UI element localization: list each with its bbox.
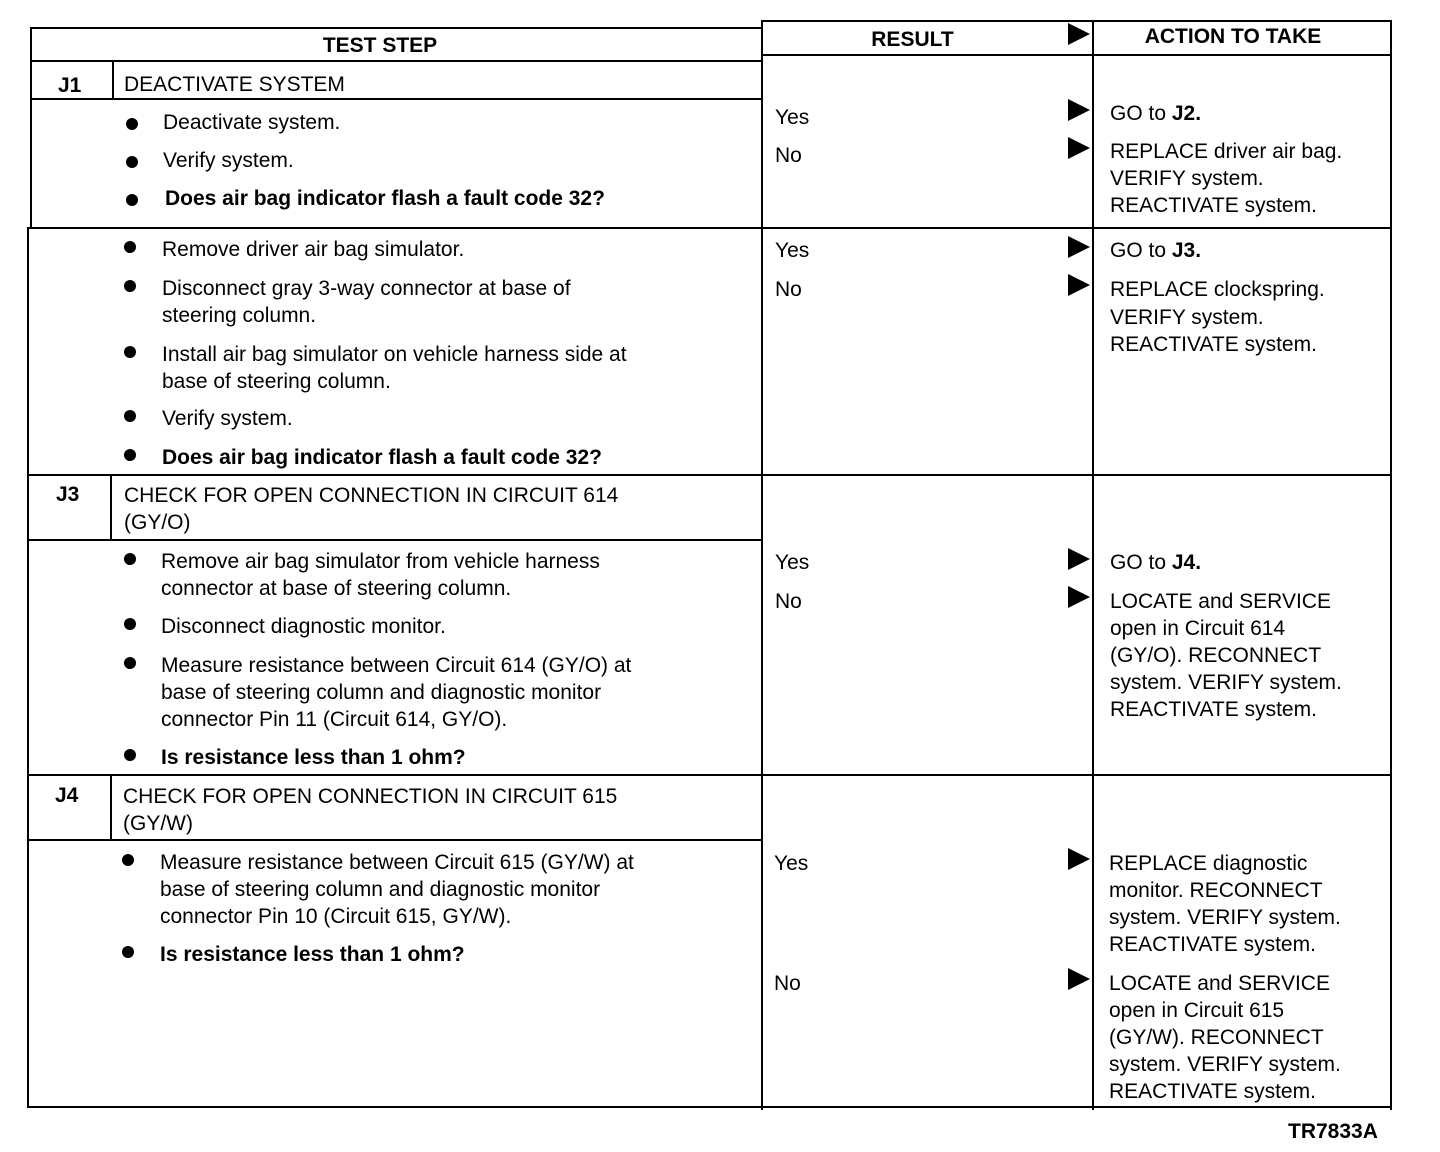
- j4-id-divider: [110, 774, 112, 840]
- action-text: GO to J4.: [1110, 551, 1202, 574]
- header-arrow-icon: [1068, 23, 1090, 45]
- step-title-j4: CHECK FOR OPEN CONNECTION IN CIRCUIT 615 (GY/W): [123, 785, 618, 835]
- action-text: LOCATE and SERVICE open in Circuit 614 (GY/O). RECONNECT system. VERIFY system. REACTIVATE system.: [1110, 590, 1342, 721]
- step-question: Is resistance less than 1 ohm?: [161, 746, 466, 769]
- j3-title-rule: [27, 539, 762, 541]
- result-answer: Yes: [775, 239, 810, 262]
- header-test-step: TEST STEP: [322, 34, 438, 57]
- bullet-icon: [122, 946, 134, 958]
- step-question: Is resistance less than 1 ohm?: [160, 943, 465, 966]
- step-bullet: Disconnect gray 3-way connector at base of steering column.: [162, 277, 571, 327]
- j1-title-rule: [30, 98, 762, 100]
- step-bullet: Verify system.: [163, 149, 294, 172]
- header-rule-left: [30, 60, 762, 62]
- step-title-j3: CHECK FOR OPEN CONNECTION IN CIRCUIT 614 (GY/O): [124, 484, 619, 534]
- step-bullet: Install air bag simulator on vehicle harness side at base of steering column.: [162, 343, 627, 393]
- arrow-right-icon: [1068, 99, 1090, 121]
- header-action: ACTION TO TAKE: [1144, 25, 1322, 48]
- step-question: Does air bag indicator flash a fault code 32?: [165, 187, 605, 210]
- table-border-top: [30, 27, 762, 29]
- arrow-right-icon: [1068, 968, 1090, 990]
- arrow-right-icon: [1068, 848, 1090, 870]
- result-answer: Yes: [775, 106, 810, 129]
- bullet-icon: [124, 280, 136, 292]
- column-divider-action: [1092, 20, 1094, 1110]
- step-id-j4: J4: [55, 784, 79, 807]
- result-answer: Yes: [775, 551, 810, 574]
- action-text: LOCATE and SERVICE open in Circuit 615 (GY/W). RECONNECT system. VERIFY system. REACTIVATE system.: [1109, 972, 1341, 1103]
- figure-code: TR7833A: [1288, 1120, 1378, 1143]
- table-border-left-lower: [27, 227, 29, 1107]
- bullet-icon: [126, 156, 138, 168]
- result-answer: No: [775, 278, 802, 301]
- step-bullet: Measure resistance between Circuit 615 (GY/W) at base of steering column and diagnostic monitor connector Pin 10 (Circuit 615, GY/W).: [160, 851, 634, 928]
- step-bullet: Disconnect diagnostic monitor.: [161, 615, 446, 638]
- action-text: REPLACE clockspring.: [1110, 278, 1325, 301]
- bullet-icon: [124, 618, 136, 630]
- step-id-j1: J1: [58, 74, 82, 97]
- arrow-right-icon: [1068, 137, 1090, 159]
- table-border-top-right: [762, 20, 1392, 22]
- row-divider-1: [27, 227, 1392, 229]
- j1-id-divider: [112, 60, 114, 100]
- bullet-icon: [124, 410, 136, 422]
- arrow-right-icon: [1068, 274, 1090, 296]
- bullet-icon: [124, 749, 136, 761]
- bullet-icon: [124, 241, 136, 253]
- step-question: Does air bag indicator flash a fault code 32?: [162, 446, 602, 469]
- action-text: REPLACE driver air bag.: [1110, 140, 1343, 163]
- action-text: VERIFY system.: [1110, 167, 1264, 190]
- step-bullet: Measure resistance between Circuit 614 (GY/O) at base of steering column and diagnostic monitor connector Pin 11 (Circuit 614, GY/O).: [161, 654, 632, 731]
- bullet-icon: [124, 553, 136, 565]
- result-answer: No: [775, 590, 802, 613]
- step-title-j1: DEACTIVATE SYSTEM: [124, 73, 345, 96]
- header-rule-right: [762, 54, 1392, 56]
- row-divider-2: [27, 474, 1392, 476]
- bullet-icon: [124, 346, 136, 358]
- header-result: RESULT: [871, 28, 954, 51]
- column-divider-result: [761, 20, 763, 1110]
- arrow-right-icon: [1068, 586, 1090, 608]
- row-divider-3: [27, 774, 1392, 776]
- table-border-right: [1390, 20, 1392, 1110]
- arrow-right-icon: [1068, 548, 1090, 570]
- action-text: GO to J2.: [1110, 102, 1202, 125]
- step-bullet: Remove driver air bag simulator.: [162, 238, 465, 261]
- action-text: REPLACE diagnostic monitor. RECONNECT system. VERIFY system. REACTIVATE system.: [1109, 852, 1341, 956]
- bullet-icon: [126, 118, 138, 130]
- action-text: GO to J3.: [1110, 239, 1202, 262]
- bullet-icon: [126, 194, 138, 206]
- arrow-right-icon: [1068, 236, 1090, 258]
- j4-title-rule: [27, 839, 762, 841]
- action-text: REACTIVATE system.: [1110, 194, 1317, 217]
- step-bullet: Remove air bag simulator from vehicle harness connector at base of steering column.: [161, 550, 600, 600]
- step-bullet: Verify system.: [162, 407, 293, 430]
- bullet-icon: [124, 449, 136, 461]
- table-border-bottom: [27, 1106, 1392, 1108]
- bullet-icon: [122, 854, 134, 866]
- result-answer: No: [774, 972, 801, 995]
- step-id-j3: J3: [56, 483, 80, 506]
- bullet-icon: [124, 657, 136, 669]
- j3-id-divider: [110, 474, 112, 540]
- result-answer: Yes: [774, 852, 809, 875]
- action-text: REACTIVATE system.: [1110, 333, 1317, 356]
- result-answer: No: [775, 144, 802, 167]
- step-bullet: Deactivate system.: [163, 111, 341, 134]
- action-text: VERIFY system.: [1110, 306, 1264, 329]
